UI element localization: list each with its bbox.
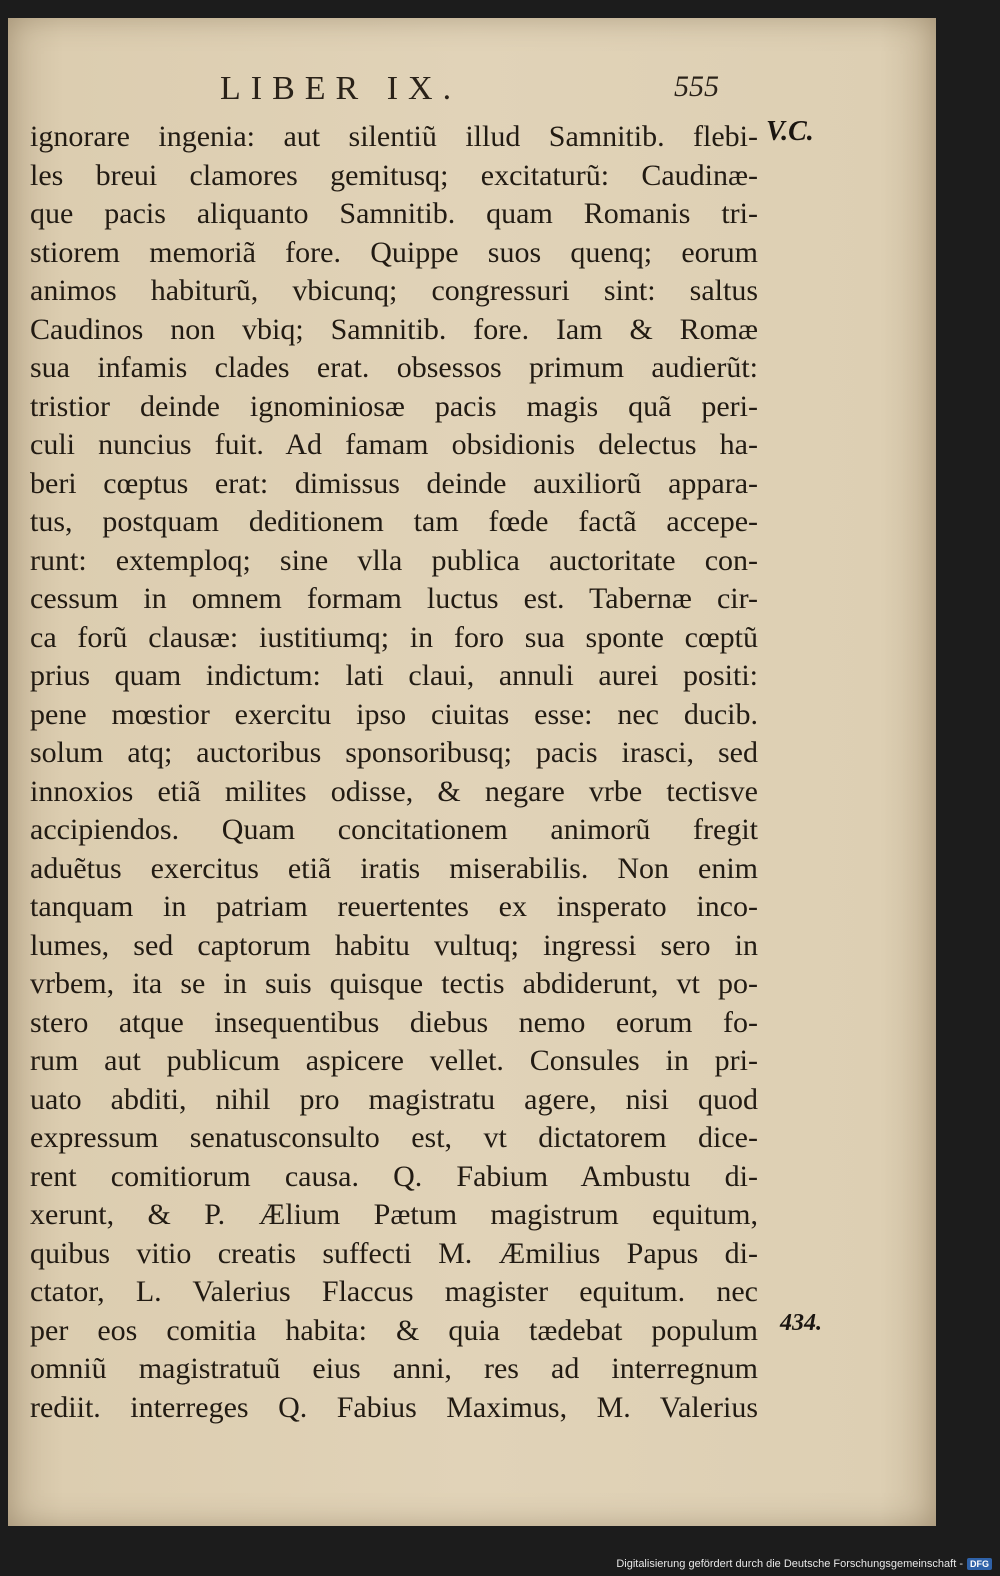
text-line: xerunt, & P. Ælium Pætum magistrum equitum, bbox=[30, 1198, 758, 1231]
text-line: omniũ magistratuũ eius anni, res ad interregnum bbox=[30, 1352, 758, 1385]
text-line: Caudinos non vbiq; Samnitib. fore. Iam & Romæ bbox=[30, 312, 758, 346]
running-head: LIBER IX. bbox=[220, 70, 462, 107]
text-line: vrbem, ita se in suis quisque tectis abdiderunt, vt po- bbox=[30, 967, 758, 1000]
text-line: ctator, L. Valerius Flaccus magister equitum. nec bbox=[30, 1275, 758, 1308]
text-line: ignorare ingenia: aut silentiũ illud Samnitib. flebi- bbox=[30, 120, 758, 153]
body-text bbox=[30, 118, 758, 1427]
text-line: stero atque insequentibus diebus nemo eorum fo- bbox=[30, 1005, 758, 1039]
text-line: prius quam indictum: lati claui, annuli aurei positi: bbox=[30, 659, 758, 692]
text-line: lumes, sed captorum habitu vultuq; ingressi sero in bbox=[30, 928, 758, 962]
text-line: uato abditi, nihil pro magistratu agere, nisi quod bbox=[30, 1082, 758, 1116]
text-line: culi nuncius fuit. Ad famam obsidionis delectus ha- bbox=[30, 428, 758, 461]
margin-note-bottom: 434. bbox=[780, 1310, 822, 1336]
footer-credit: Digitalisierung gefördert durch die Deutsche Forschungsgemeinschaft - bbox=[616, 1558, 963, 1570]
text-line: expressum senatusconsulto est, vt dictatorem dice- bbox=[30, 1121, 758, 1154]
text-line: sua infamis clades erat. obsessos primum audierũt: bbox=[30, 351, 758, 384]
text-line: quibus vitio creatis suffecti M. Æmilius Papus di- bbox=[30, 1236, 758, 1270]
text-line: tanquam in patriam reuertentes ex insperato inco- bbox=[30, 890, 758, 923]
page-number: 555 bbox=[674, 70, 719, 103]
text-line: per eos comitia habita: & quia tædebat populum bbox=[30, 1313, 758, 1347]
text-line: innoxios etiã milites odisse, & negare vrbe tectisve bbox=[30, 774, 758, 808]
text-line: les breui clamores gemitusq; excitaturũ: Caudinæ- bbox=[30, 158, 758, 192]
margin-note-top: V.C. bbox=[766, 116, 814, 147]
text-line: solum atq; auctoribus sponsoribusq; pacis irasci, sed bbox=[30, 736, 758, 769]
text-line: runt: extemploq; sine vlla publica auctoritate con- bbox=[30, 543, 758, 577]
text-line: cessum in omnem formam luctus est. Tabernæ cir- bbox=[30, 582, 758, 615]
text-line: rent comitiorum causa. Q. Fabium Ambustu di- bbox=[30, 1159, 758, 1193]
text-line: rum aut publicum aspicere vellet. Consules in pri- bbox=[30, 1044, 758, 1077]
page-header bbox=[8, 70, 936, 110]
digitization-footer bbox=[616, 1558, 992, 1570]
text-line: aduẽtus exercitus etiã iratis miserabilis. Non enim bbox=[30, 851, 758, 885]
book-page bbox=[8, 18, 936, 1526]
text-line: ca forũ clausæ: iustitiumq; in foro sua sponte cœptũ bbox=[30, 620, 758, 654]
text-line: tus, postquam deditionem tam fœde factã accepe- bbox=[30, 505, 758, 538]
text-line: tristior deinde ignominiosæ pacis magis quã peri- bbox=[30, 389, 758, 423]
text-line: stiorem memoriã fore. Quippe suos quenq; eorum bbox=[30, 235, 758, 269]
text-line: accipiendos. Quam concitationem animorũ fregit bbox=[30, 813, 758, 846]
text-line: beri cœptus erat: dimissus deinde auxiliorũ appara- bbox=[30, 466, 758, 500]
text-line: rediit. interreges Q. Fabius Maximus, M. Valerius bbox=[30, 1390, 758, 1424]
text-line: animos habiturũ, vbicunq; congressuri sint: saltus bbox=[30, 274, 758, 307]
text-line: que pacis aliquanto Samnitib. quam Romanis tri- bbox=[30, 197, 758, 230]
text-line: pene mœstior exercitu ipso ciuitas esse: nec ducib. bbox=[30, 697, 758, 731]
dfg-logo-icon: DFG bbox=[967, 1558, 992, 1570]
